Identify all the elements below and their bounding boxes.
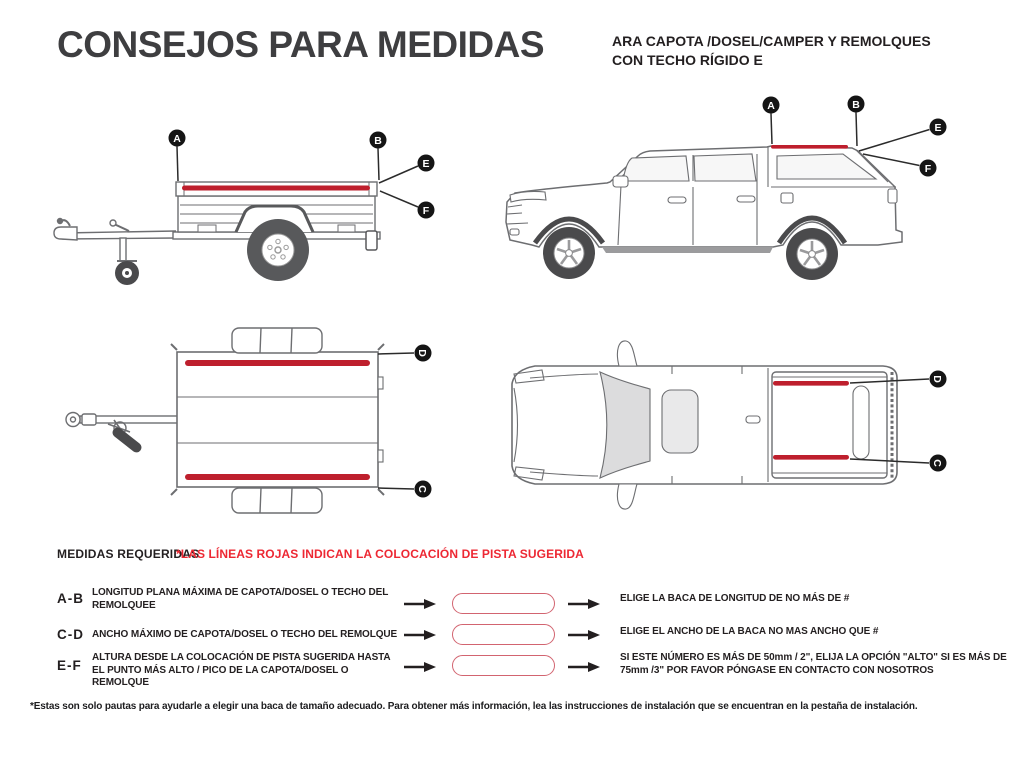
page-subtitle [612, 32, 1012, 70]
measure-desc-ab: LONGITUD PLANA MÁXIMA DE CAPOTA/DOSEL O TECHO DEL REMOLQUEE [92, 587, 389, 611]
measures-heading: MEDIDAS REQUERIDAS [57, 547, 200, 561]
marker-b-trailer [370, 132, 387, 181]
svg-text:B: B [374, 134, 382, 147]
truck-front-wheel [543, 227, 595, 279]
truck-rear-wheel [786, 228, 838, 280]
trailer-tail-light [366, 231, 377, 250]
measure-instruction-cd: ELIGE EL ANCHO DE LA BACA NO MAS ANCHO QUE # [620, 626, 879, 637]
arrow-right-icon [568, 661, 600, 673]
svg-text:E: E [934, 121, 942, 134]
svg-text:D: D [931, 375, 944, 383]
arrow-right-icon [568, 598, 600, 610]
suggested-track-line [185, 474, 370, 480]
measure-instruction-ef: SI ESTE NÚMERO ES MÁS DE 50mm / 2", ELIJA LA OPCIÓN "ALTO" SI ES MÁS DE 75mm /3" POR FAVOR PÓNGASE EN CONTACTO CON NOSOTROS [620, 652, 1007, 676]
marker-a-truck [763, 97, 780, 145]
measure-instruction-ab: ELIGE LA BACA DE LONGITUD DE NO MÁS DE # [620, 593, 850, 604]
suggested-track-line [185, 360, 370, 366]
suggested-track-line [182, 186, 370, 191]
page-subtitle-line1: ARA CAPOTA /DOSEL/CAMPER Y REMOLQUES [612, 33, 931, 49]
svg-text:C: C [931, 459, 944, 467]
trailer-side-view-figure [30, 100, 450, 310]
measure-desc-ef: ALTURA DESDE LA COLOCACIÓN DE PISTA SUGERIDA HASTA EL PUNTO MÁS ALTO / PICO DE LA CAPOTA/DOSEL O REMOLQUE [92, 652, 391, 688]
marker-e-truck [859, 119, 947, 152]
truck-top-view-drawing [490, 330, 1020, 530]
trailer-top-jack-handle [111, 426, 144, 455]
arrow-right-icon [404, 629, 436, 641]
svg-text:A: A [173, 132, 181, 145]
arrow-right-icon [568, 629, 600, 641]
measure-key-ef: E-F [57, 658, 82, 673]
measure-key-ab: A-B [57, 591, 84, 606]
svg-text:F: F [422, 204, 430, 217]
measurement-field-cd [452, 624, 555, 645]
page-title: CONSEJOS PARA MEDIDAS [57, 24, 545, 65]
truck-running-board [602, 247, 773, 253]
measure-desc-cd: ANCHO MÁXIMO DE CAPOTA/DOSEL O TECHO DEL REMOLQUE [92, 629, 398, 640]
footer-note: *Estas son solo pautas para ayudarle a elegir una baca de tamaño adecuado. Para obtener más información, lea las instrucciones de instalación que se encuentran en la pestaña de instalación. [30, 701, 918, 712]
trailer-jockey-wheel [115, 261, 139, 285]
trailer-top-view-figure [30, 320, 450, 530]
marker-e-trailer [379, 155, 435, 184]
trailer-wheel [247, 219, 309, 281]
truck-top-view-figure [490, 330, 1020, 530]
truck-side-view-drawing [490, 90, 1020, 300]
trailer-side-view-drawing [30, 100, 450, 310]
svg-text:D: D [416, 349, 429, 357]
red-lines-note: *LAS LÍNEAS ROJAS INDICAN LA COLOCACIÓN DE PISTA SUGERIDA [176, 547, 584, 561]
truck-side-view-figure [490, 90, 1020, 300]
svg-text:B: B [852, 98, 860, 111]
svg-text:E: E [422, 157, 430, 170]
marker-a-trailer [169, 130, 186, 182]
trailer-top-body [171, 344, 384, 495]
measurement-field-ab [452, 593, 555, 614]
marker-f-trailer [380, 191, 435, 219]
svg-text:C: C [416, 485, 429, 493]
suggested-track-line [771, 145, 848, 149]
arrow-right-icon [404, 661, 436, 673]
svg-text:A: A [767, 99, 775, 112]
trailer-drawbar [54, 219, 176, 262]
trailer-top-view-drawing [30, 320, 450, 530]
arrow-right-icon [404, 598, 436, 610]
marker-c-trailer [378, 481, 432, 498]
suggested-track-line [773, 455, 849, 460]
measure-key-cd: C-D [57, 627, 84, 642]
marker-d-trailer [378, 345, 432, 362]
svg-text:F: F [924, 162, 932, 175]
suggested-track-line [773, 381, 849, 386]
measurement-field-ef [452, 655, 555, 676]
marker-b-truck [848, 96, 865, 147]
page-subtitle-line2: CON TECHO RÍGIDO E [612, 52, 763, 68]
